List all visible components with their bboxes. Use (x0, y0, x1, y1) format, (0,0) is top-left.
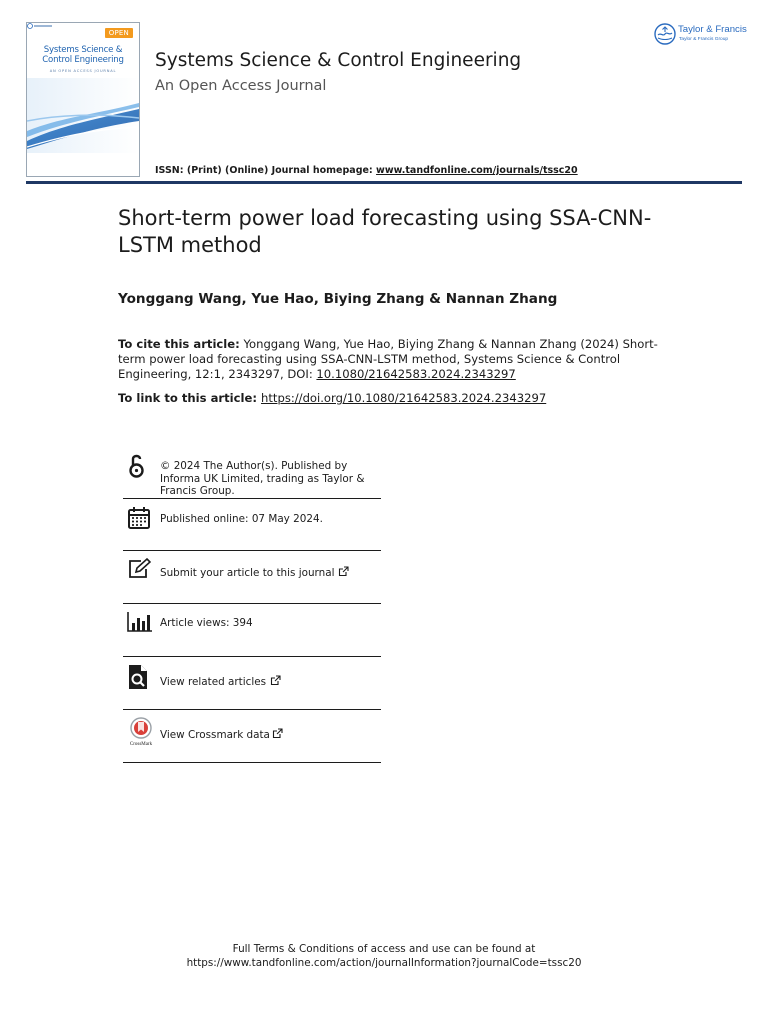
open-access-lock-icon (127, 452, 149, 480)
journal-subtitle: An Open Access Journal (155, 78, 327, 94)
external-link-icon[interactable] (338, 566, 349, 577)
external-link-icon[interactable] (272, 728, 283, 739)
publisher-group: Taylor & Francis Group (679, 37, 729, 42)
related-articles-link[interactable]: View related articles (160, 676, 267, 688)
citation-text: Yonggang Wang, Yue Hao, Biying Zhang & Nannan Zhang (2024) Short-term power load forecasting using SSA-CNN-LSTM method, Systems Science & Control Engineering, 12:1, 2343297, DOI: (118, 337, 658, 381)
article-link-block (118, 391, 546, 405)
article-views: Article views: 394 (160, 617, 253, 629)
list-item-submit[interactable] (123, 550, 381, 604)
list-item-related[interactable] (123, 656, 381, 710)
list-item-published (123, 498, 381, 551)
submit-article-text[interactable] (160, 566, 349, 580)
cover-title-line2: Control Engineering (42, 55, 124, 65)
citation-label: To cite this article: (118, 337, 240, 351)
crossmark-text[interactable] (160, 728, 283, 742)
article-authors: Yonggang Wang, Yue Hao, Biying Zhang & Nannan Zhang (118, 291, 558, 307)
journal-cover[interactable] (26, 22, 140, 177)
related-articles-search-icon (127, 664, 149, 690)
cover-title-line1: Systems Science & (43, 45, 123, 55)
citation-doi-link[interactable]: 10.1080/21642583.2024.2343297 (316, 367, 516, 381)
list-item-crossmark[interactable] (123, 709, 381, 763)
journal-title: Systems Science & Control Engineering (155, 50, 522, 71)
citation-block (118, 337, 678, 382)
cover-title (27, 45, 139, 65)
published-date: Published online: 07 May 2024. (160, 513, 323, 525)
header-divider (26, 181, 742, 184)
publisher-name: Taylor & Francis (678, 24, 747, 35)
external-link-icon[interactable] (270, 675, 281, 686)
article-doi-link[interactable]: https://doi.org/10.1080/21642583.2024.2343297 (261, 391, 547, 405)
edit-article-icon (127, 558, 151, 580)
issn-line (155, 165, 578, 176)
crossmark-link[interactable]: View Crossmark data (160, 729, 270, 741)
cover-publisher-logo (27, 23, 55, 29)
submit-article-link[interactable]: Submit your article to this journal (160, 567, 335, 579)
footer-line1: Full Terms & Conditions of access and use can be found at (232, 943, 536, 955)
calendar-icon (127, 506, 151, 530)
footer-terms-link[interactable]: https://www.tandfonline.com/action/journalInformation?journalCode=tssc20 (186, 957, 582, 969)
open-access-badge: OPEN (105, 28, 133, 38)
footer-terms (0, 942, 768, 970)
bar-chart-icon (127, 611, 153, 633)
list-item-copyright (123, 452, 381, 499)
crossmark-icon (127, 717, 155, 747)
article-title: Short-term power load forecasting using SSA-CNN-LSTM method (118, 206, 652, 257)
list-item-views (123, 603, 381, 657)
issn-label: ISSN: (Print) (Online) Journal homepage: (155, 165, 377, 176)
copyright-text: © 2024 The Author(s). Published by Informa UK Limited, trading as Taylor & Francis Group. (160, 460, 365, 497)
journal-homepage-link[interactable]: www.tandfonline.com/journals/tssc20 (376, 165, 578, 176)
crossmark-logo-text: CrossMark (129, 742, 153, 747)
cover-subtitle: AN OPEN ACCESS JOURNAL (49, 69, 117, 73)
related-articles-text[interactable] (160, 675, 281, 689)
article-link-label: To link to this article: (118, 391, 262, 405)
